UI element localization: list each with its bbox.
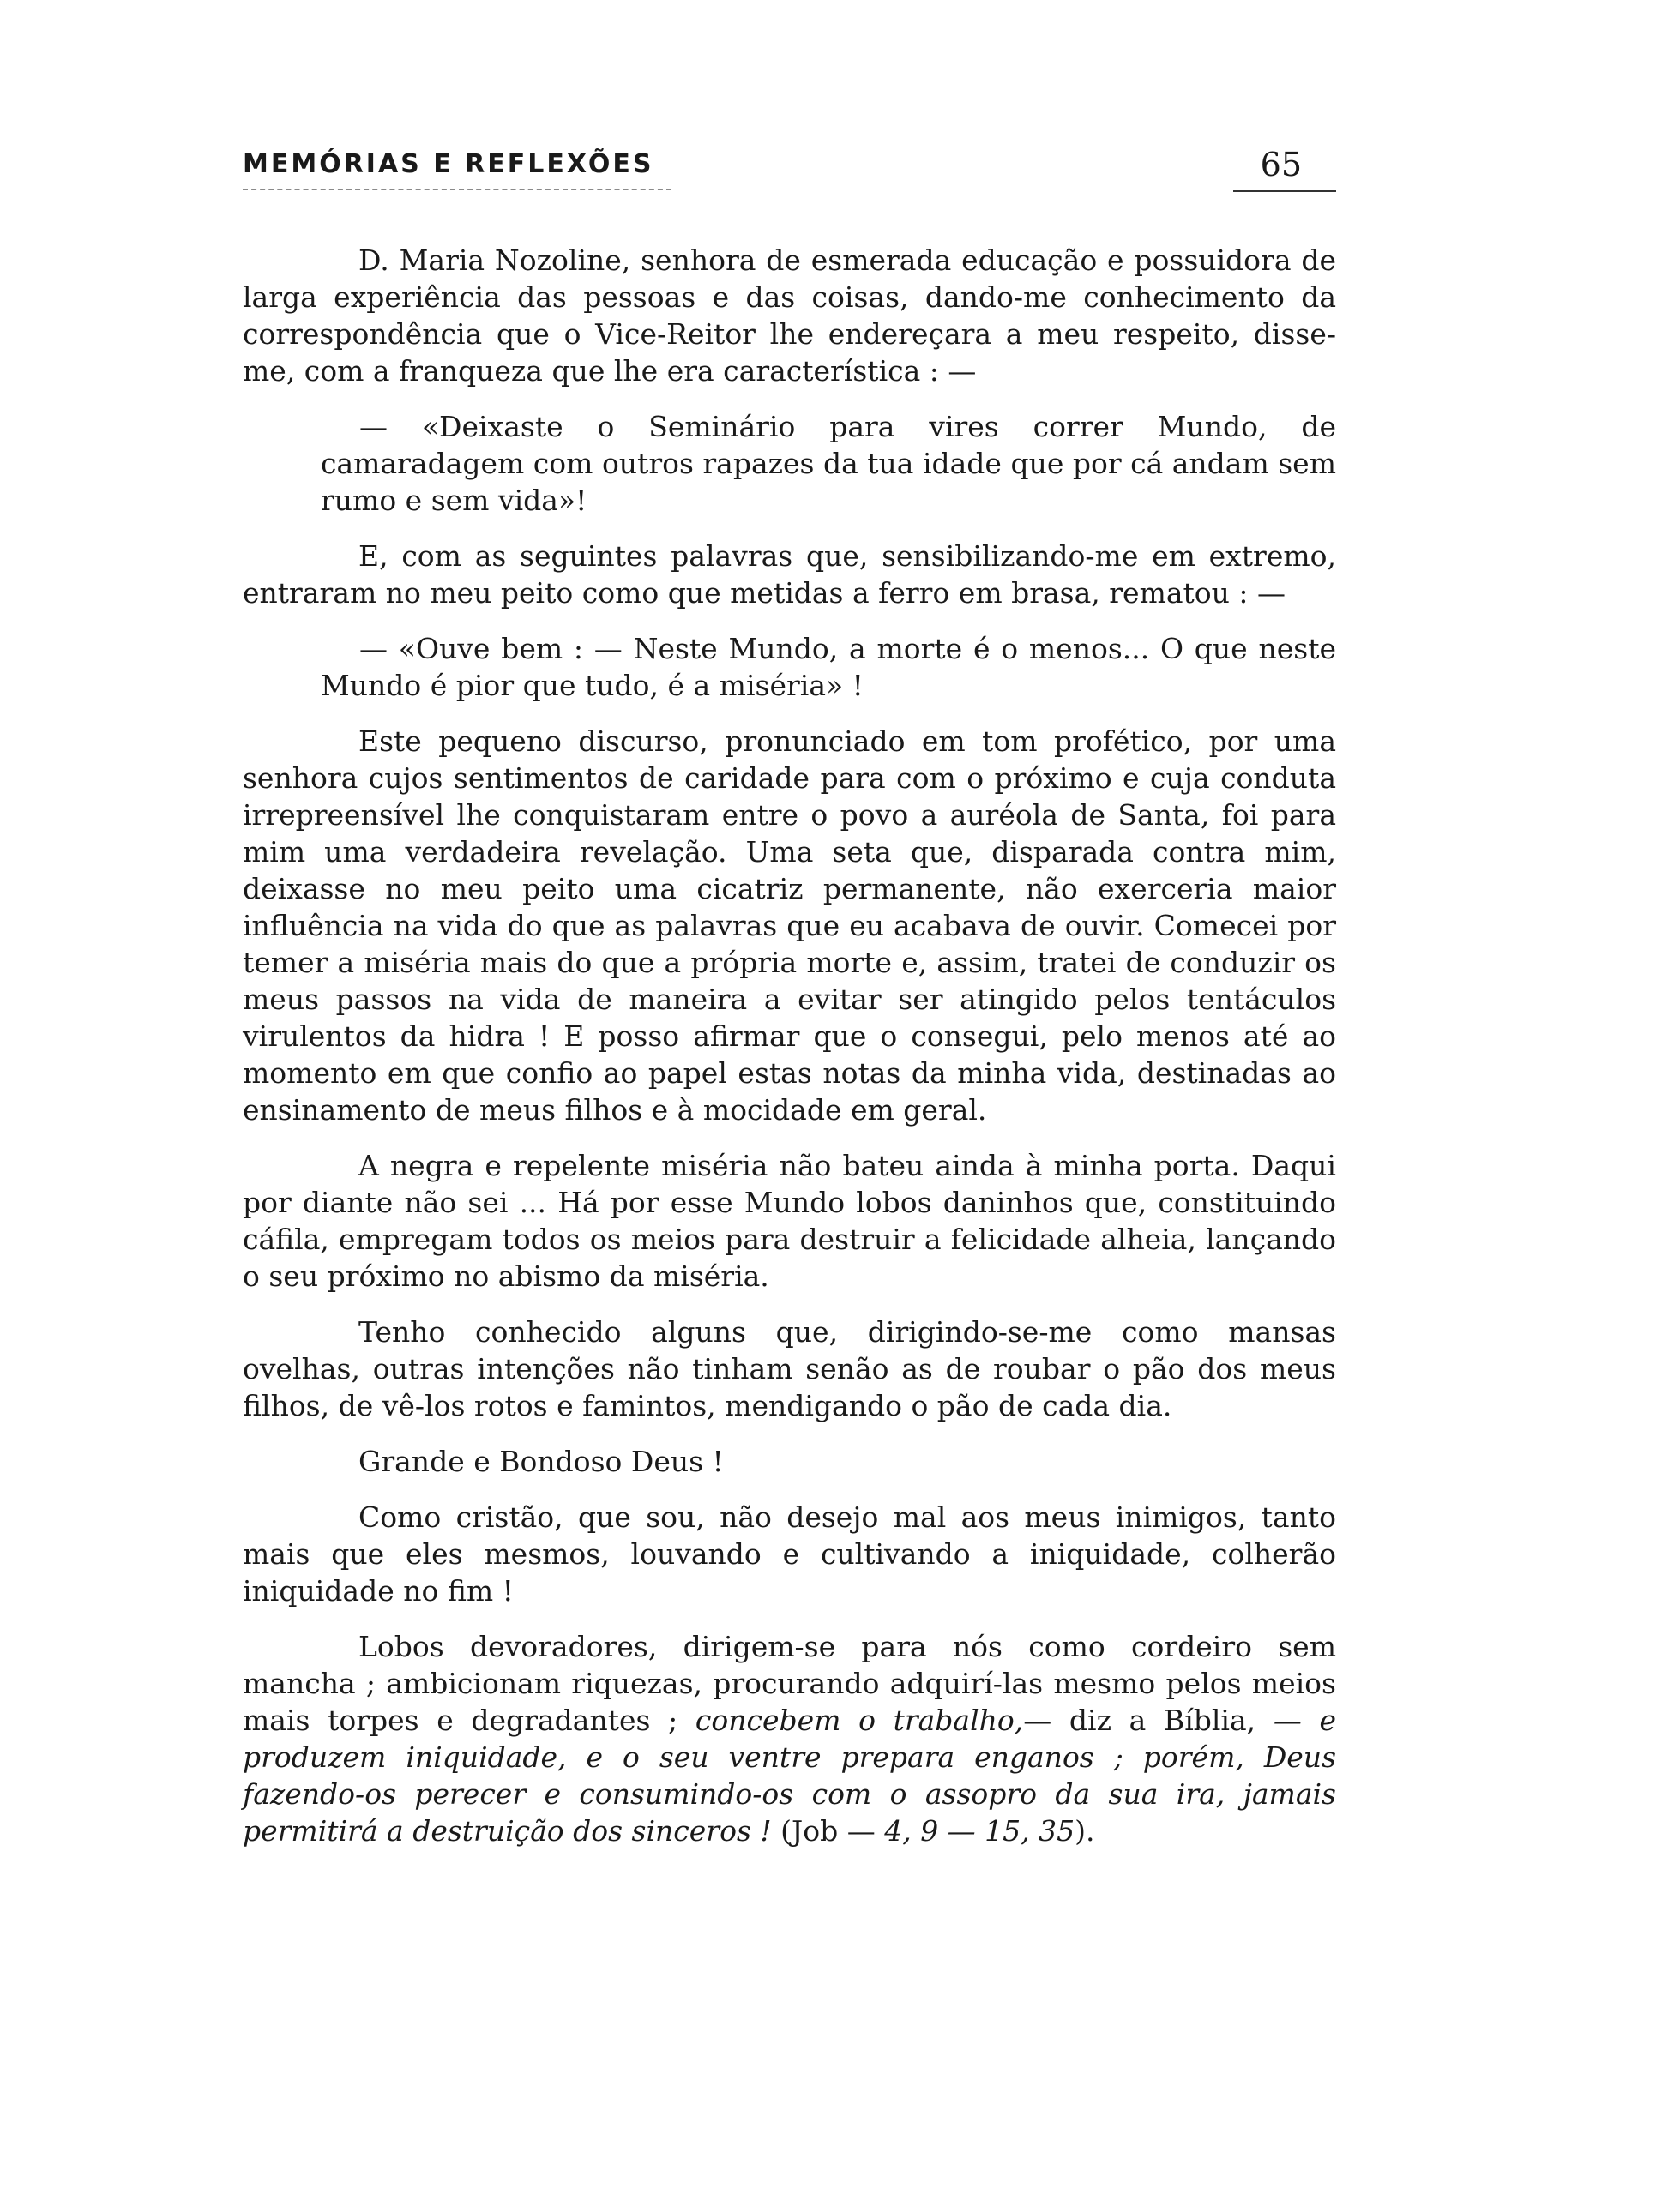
reference-verses: 4, 9 — 15, 35 xyxy=(884,1814,1075,1848)
paragraph: Tenho conhecido alguns que, dirigindo-se-me como mansas ovelhas, outras intenções não tinham senão as de roubar o pão dos meus filhos, de vê-los rotos e famintos, mendigando o pão de cada dia. xyxy=(243,1315,1336,1422)
paragraph: E, com as seguintes palavras que, sensibilizando-me em extremo, entraram no meu peito como que metidas a ferro em brasa, rematou : — xyxy=(243,539,1336,610)
page-number: 65 xyxy=(1260,146,1302,183)
paragraph: D. Maria Nozoline, senhora de esmerada educação e possuidora de larga experiência das pessoas e das coisas, dando-me conhecimento da correspondência que o Vice-Reitor lhe endereçara a meu respeito, disse-me, com a franqueza que lhe era característica : — xyxy=(243,243,1336,388)
quoted-paragraph: — «Ouve bem : — Neste Mundo, a morte é o menos... O que neste Mundo é pior que tudo, é a miséria» ! xyxy=(321,632,1336,702)
paragraph: Este pequeno discurso, pronunciado em tom profético, por uma senhora cujos sentimentos de caridade para com o próximo e cuja conduta irrepreensível lhe conquistaram entre o povo a auréola de Santa, foi para mim uma verdadeira revelação. Uma seta que, disparada contra mim, deixasse no meu peito uma cicatriz permanente, não exerceria maior influência na vida do que as palavras que eu acabava de ouvir. Comecei por temer a miséria mais do que a própria morte e, assim, tratei de conduzir os meus passos na vida de maneira a evitar ser atingido pelos tentáculos virulentos da hidra ! E posso afirmar que o consegui, pelo menos até ao momento em que confio ao papel estas notas da minha vida, destinadas ao ensinamento de meus filhos e à mocidade em geral. xyxy=(243,724,1336,1127)
reference-close: ). xyxy=(1075,1814,1095,1848)
paragraph: Como cristão, que sou, não desejo mal aos meus inimigos, tanto mais que eles mesmos, louvando e cultivando a iniquidade, colherão iniquidade no fim ! xyxy=(243,1500,1336,1608)
reference-open: (Job — xyxy=(771,1814,885,1848)
page-number-rule xyxy=(1233,190,1336,192)
paragraph-bible-citation xyxy=(243,1628,1336,1849)
header-rule xyxy=(243,189,671,190)
paragraph: Grande e Bondoso Deus ! xyxy=(358,1445,724,1478)
paragraph: A negra e repelente miséria não bateu ainda à minha porta. Daqui por diante não sei ... Há por esse Mundo lobos daninhos que, constituindo cáfila, empregam todos os meios para destruir a felicidade alheia, lançando o seu próximo no abismo da miséria. xyxy=(243,1149,1336,1293)
page-body xyxy=(243,242,1336,1849)
bible-quote-2: — e produzem iniquidade, e o seu ventre prepara enganos ; porém, Deus fazendo-os perecer e consumindo-os com o assopro da sua ira, jamais permitirá a destruição dos sinceros ! xyxy=(243,1704,1336,1848)
citation-lead: Lobos devoradores, dirigem-se para nós como cordeiro sem mancha ; ambicionam riquezas, procurando adquirí-las mesmo pelos meios mais torpes e degradantes ; xyxy=(243,1630,1336,1737)
quoted-paragraph: — «Deixaste o Seminário para vires correr Mundo, de camaradagem com outros rapazes da tua idade que por cá andam sem rumo e sem vida»! xyxy=(321,410,1337,517)
page-header xyxy=(243,146,1336,194)
citation-attribution: — diz a Bíblia, xyxy=(1023,1704,1274,1737)
book-page xyxy=(243,146,1336,1868)
bible-quote-1: concebem o trabalho, xyxy=(695,1704,1024,1737)
running-title: MEMÓRIAS E REFLEXÕES xyxy=(243,149,654,179)
